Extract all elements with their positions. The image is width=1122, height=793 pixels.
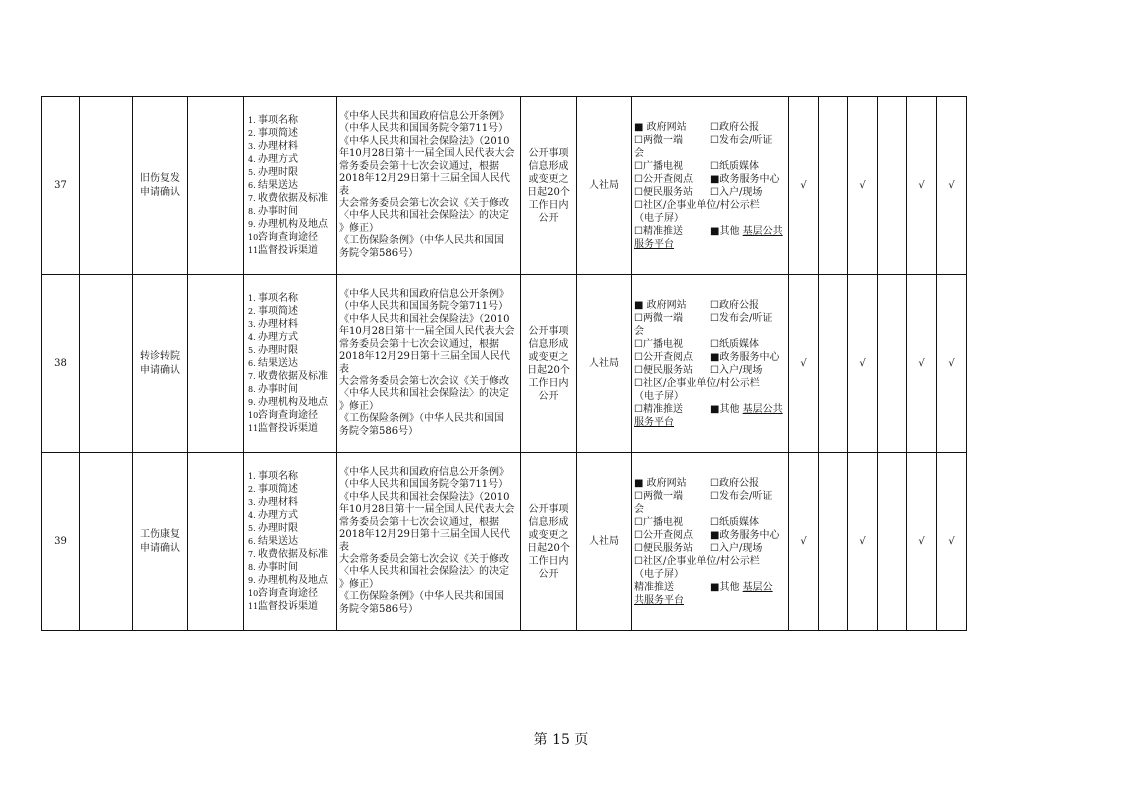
channel-line: ☐两微一端 ☐发布会/听证 xyxy=(634,312,773,324)
responsible-department: 人社局 xyxy=(577,275,632,453)
check-mark-cell: √ xyxy=(937,97,967,275)
channel-line: （电子屏） xyxy=(634,212,684,224)
time-limit-line: 日起20个 xyxy=(527,364,570,376)
list-item: 8. 办事时间 xyxy=(248,562,298,573)
disclosure-table xyxy=(41,96,967,631)
list-item: 5. 办理时限 xyxy=(248,523,298,534)
item-name-line: 旧伤复发 xyxy=(140,172,180,184)
list-item: 11.监督投诉渠道 xyxy=(248,245,318,256)
responsible-department: 人社局 xyxy=(577,453,632,631)
channel-line: ☐精准推送 ■其他 基层公共 xyxy=(634,403,783,415)
list-item: 6. 结果送达 xyxy=(248,180,298,191)
time-limit-line: 公开 xyxy=(538,212,559,224)
page-number: 第 15 页 xyxy=(533,732,589,748)
legal-basis-line: 《中华人民共和国政府信息公开条例》 xyxy=(339,289,509,301)
list-item: 10.咨询查询途径 xyxy=(248,232,318,243)
legal-basis-line: 《中华人民共和国政府信息公开条例》 xyxy=(339,111,509,123)
list-item: 10.咨询查询途径 xyxy=(248,588,318,599)
disclosure-time-limit xyxy=(521,97,577,275)
list-item: 7. 收费依据及标准 xyxy=(248,193,328,204)
legal-basis-line: 年10月28日第十一届全国人民代表大会 xyxy=(339,148,515,160)
legal-basis xyxy=(337,275,521,453)
legal-basis-line: 《工伤保险条例》（中华人民共和国国 xyxy=(339,413,504,425)
table-row xyxy=(42,453,967,631)
row-number: 38 xyxy=(42,275,80,453)
time-limit-line: 日起20个 xyxy=(527,542,570,554)
legal-basis-line: （中华人民共和国国务院令第711号） xyxy=(339,123,509,135)
legal-basis-line: 《工伤保险条例》（中华人民共和国国 xyxy=(339,235,504,247)
item-name xyxy=(133,275,188,453)
item-name xyxy=(133,97,188,275)
list-item: 8. 办事时间 xyxy=(248,384,298,395)
channel-line: ☐广播电视 ☐纸质媒体 xyxy=(634,338,759,350)
legal-basis-line: 务院令第586号） xyxy=(339,425,419,437)
check-mark-cell: √ xyxy=(907,97,937,275)
legal-basis-line: 《中华人民共和国社会保险法》（2010 xyxy=(339,313,510,325)
channel-line: 会 xyxy=(634,147,644,159)
catalog-table-wrapper xyxy=(41,96,967,631)
legal-basis-line: 务院令第586号） xyxy=(339,247,419,259)
channel-line: ☐社区/企事业单位/村公示栏 xyxy=(634,377,760,389)
disclosure-content-list xyxy=(244,275,337,453)
legal-basis-line: 》修正） xyxy=(339,222,379,234)
channel-line: ☐广播电视 ☐纸质媒体 xyxy=(634,516,759,528)
legal-basis-line: 务院令第586号） xyxy=(339,603,419,615)
list-item: 1. 事项名称 xyxy=(248,293,298,304)
list-item: 1. 事项名称 xyxy=(248,471,298,482)
legal-basis-line: 2018年12月29日第十三届全国人民代表 xyxy=(339,529,510,553)
blank-cell xyxy=(80,275,133,453)
table-body xyxy=(42,97,967,631)
list-item: 2. 事项简述 xyxy=(248,306,298,317)
check-mark-cell xyxy=(819,97,848,275)
list-item: 7. 收费依据及标准 xyxy=(248,549,328,560)
legal-basis-line: （中华人民共和国国务院令第711号） xyxy=(339,301,509,313)
time-limit-line: 公开事项 xyxy=(528,325,569,337)
disclosure-content-list xyxy=(244,453,337,631)
check-mark-cell: √ xyxy=(848,97,878,275)
channel-line: ☐精准推送 ■其他 基层公共 xyxy=(634,225,783,237)
list-item: 4. 办理方式 xyxy=(248,154,298,165)
time-limit-line: 工作日内 xyxy=(528,555,569,567)
disclosure-time-limit xyxy=(521,275,577,453)
time-limit-line: 或变更之 xyxy=(528,173,569,185)
responsible-department: 人社局 xyxy=(577,97,632,275)
list-item: 6. 结果送达 xyxy=(248,358,298,369)
list-item: 6. 结果送达 xyxy=(248,536,298,547)
check-mark-cell xyxy=(878,453,907,631)
legal-basis-line: 《中华人民共和国社会保险法》（2010 xyxy=(339,135,510,147)
list-item: 11.监督投诉渠道 xyxy=(248,601,318,612)
check-mark-cell: √ xyxy=(907,275,937,453)
check-mark-cell: √ xyxy=(789,97,819,275)
time-limit-line: 公开 xyxy=(538,568,559,580)
list-item: 9. 办理机构及地点 xyxy=(248,575,328,586)
channel-line: ■ 政府网站 ☐政府公报 xyxy=(634,299,759,311)
channel-line: 共服务平台 xyxy=(634,594,684,606)
check-mark-cell: √ xyxy=(937,453,967,631)
channel-line: ☐广播电视 ☐纸质媒体 xyxy=(634,160,759,172)
blank-cell xyxy=(80,97,133,275)
disclosure-channels xyxy=(632,453,789,631)
list-item: 4. 办理方式 xyxy=(248,332,298,343)
list-item: 7. 收费依据及标准 xyxy=(248,371,328,382)
legal-basis-line: 》修正） xyxy=(339,578,379,590)
item-name-line: 工伤康复 xyxy=(140,528,180,540)
item-name xyxy=(133,453,188,631)
item-name-line: 申请确认 xyxy=(140,364,180,376)
list-item: 5. 办理时限 xyxy=(248,167,298,178)
legal-basis-line: 大会常务委员会第七次会议《关于修改 xyxy=(339,197,509,209)
time-limit-line: 或变更之 xyxy=(528,351,569,363)
legal-basis-line: 常务委员会第十七次会议通过，根据 xyxy=(339,516,499,528)
time-limit-line: 信息形成 xyxy=(528,338,569,350)
check-mark-cell xyxy=(819,453,848,631)
channel-line: ☐公开查阅点 ■政务服务中心 xyxy=(634,173,780,185)
channel-line: ☐两微一端 ☐发布会/听证 xyxy=(634,490,773,502)
list-item: 3. 办理材料 xyxy=(248,141,298,152)
legal-basis-line: 《工伤保险条例》（中华人民共和国国 xyxy=(339,591,504,603)
check-mark-cell: √ xyxy=(789,275,819,453)
item-name-line: 申请确认 xyxy=(140,186,180,198)
legal-basis xyxy=(337,97,521,275)
disclosure-time-limit xyxy=(521,453,577,631)
disclosure-channels xyxy=(632,275,789,453)
list-item: 11.监督投诉渠道 xyxy=(248,423,318,434)
channel-line: ☐便民服务站 ☐入户/现场 xyxy=(634,542,763,554)
legal-basis-line: 》修正） xyxy=(339,400,379,412)
time-limit-line: 或变更之 xyxy=(528,529,569,541)
check-mark-cell: √ xyxy=(848,453,878,631)
list-item: 10.咨询查询途径 xyxy=(248,410,318,421)
item-name-line: 转诊转院 xyxy=(140,350,180,362)
list-item: 8. 办事时间 xyxy=(248,206,298,217)
legal-basis-line: （中华人民共和国国务院令第711号） xyxy=(339,479,509,491)
channel-line: ■ 政府网站 ☐政府公报 xyxy=(634,121,759,133)
legal-basis-line: 2018年12月29日第十三届全国人民代表 xyxy=(339,173,510,197)
row-number: 39 xyxy=(42,453,80,631)
table-row xyxy=(42,275,967,453)
channel-line: ■ 政府网站 ☐政府公报 xyxy=(634,477,759,489)
channel-line: ☐两微一端 ☐发布会/听证 xyxy=(634,134,773,146)
legal-basis-line: 《中华人民共和国政府信息公开条例》 xyxy=(339,467,509,479)
blank-cell xyxy=(80,453,133,631)
channel-line: ☐社区/企事业单位/村公示栏 xyxy=(634,199,760,211)
item-name-line: 申请确认 xyxy=(140,542,180,554)
time-limit-line: 日起20个 xyxy=(527,186,570,198)
check-mark-cell xyxy=(878,275,907,453)
legal-basis-line: 大会常务委员会第七次会议《关于修改 xyxy=(339,553,509,565)
legal-basis xyxy=(337,453,521,631)
channel-line: 服务平台 xyxy=(634,416,674,428)
blank-cell xyxy=(188,453,244,631)
blank-cell xyxy=(188,275,244,453)
list-item: 3. 办理材料 xyxy=(248,497,298,508)
channel-line: ☐公开查阅点 ■政务服务中心 xyxy=(634,529,780,541)
check-mark-cell: √ xyxy=(937,275,967,453)
channel-line: ☐便民服务站 ☐入户/现场 xyxy=(634,186,763,198)
check-mark-cell: √ xyxy=(789,453,819,631)
list-item: 2. 事项简述 xyxy=(248,484,298,495)
time-limit-line: 信息形成 xyxy=(528,516,569,528)
legal-basis-line: 年10月28日第十一届全国人民代表大会 xyxy=(339,326,515,338)
channel-line: ☐公开查阅点 ■政务服务中心 xyxy=(634,351,780,363)
time-limit-line: 工作日内 xyxy=(528,199,569,211)
blank-cell xyxy=(188,97,244,275)
legal-basis-line: 年10月28日第十一届全国人民代表大会 xyxy=(339,504,515,516)
list-item: 9. 办理机构及地点 xyxy=(248,219,328,230)
legal-basis-line: 〈中华人民共和国社会保险法〉的决定 xyxy=(339,388,509,400)
time-limit-line: 工作日内 xyxy=(528,377,569,389)
disclosure-channels xyxy=(632,97,789,275)
table-row xyxy=(42,97,967,275)
list-item: 2. 事项简述 xyxy=(248,128,298,139)
channel-line: ☐社区/企事业单位/村公示栏 xyxy=(634,555,760,567)
check-mark-cell xyxy=(878,97,907,275)
list-item: 4. 办理方式 xyxy=(248,510,298,521)
disclosure-content-list xyxy=(244,97,337,275)
legal-basis-line: 大会常务委员会第七次会议《关于修改 xyxy=(339,375,509,387)
time-limit-line: 公开事项 xyxy=(528,503,569,515)
channel-line: 服务平台 xyxy=(634,238,674,250)
channel-line: （电子屏） xyxy=(634,390,684,402)
legal-basis-line: 常务委员会第十七次会议通过，根据 xyxy=(339,338,499,350)
time-limit-line: 公开 xyxy=(538,390,559,402)
check-mark-cell: √ xyxy=(907,453,937,631)
list-item: 3. 办理材料 xyxy=(248,319,298,330)
list-item: 5. 办理时限 xyxy=(248,345,298,356)
channel-line: 会 xyxy=(634,503,644,515)
time-limit-line: 信息形成 xyxy=(528,160,569,172)
check-mark-cell xyxy=(819,275,848,453)
time-limit-line: 公开事项 xyxy=(528,147,569,159)
legal-basis-line: 常务委员会第十七次会议通过，根据 xyxy=(339,160,499,172)
channel-line: 会 xyxy=(634,325,644,337)
legal-basis-line: 《中华人民共和国社会保险法》（2010 xyxy=(339,491,510,503)
legal-basis-line: 〈中华人民共和国社会保险法〉的决定 xyxy=(339,566,509,578)
check-mark-cell: √ xyxy=(848,275,878,453)
channel-line: ☐便民服务站 ☐入户/现场 xyxy=(634,364,763,376)
list-item: 9. 办理机构及地点 xyxy=(248,397,328,408)
row-number: 37 xyxy=(42,97,80,275)
channel-line: 精准推送 ■其他 基层公 xyxy=(634,581,773,593)
channel-line: （电子屏） xyxy=(634,568,684,580)
legal-basis-line: 〈中华人民共和国社会保险法〉的决定 xyxy=(339,210,509,222)
legal-basis-line: 2018年12月29日第十三届全国人民代表 xyxy=(339,351,510,375)
list-item: 1. 事项名称 xyxy=(248,115,298,126)
